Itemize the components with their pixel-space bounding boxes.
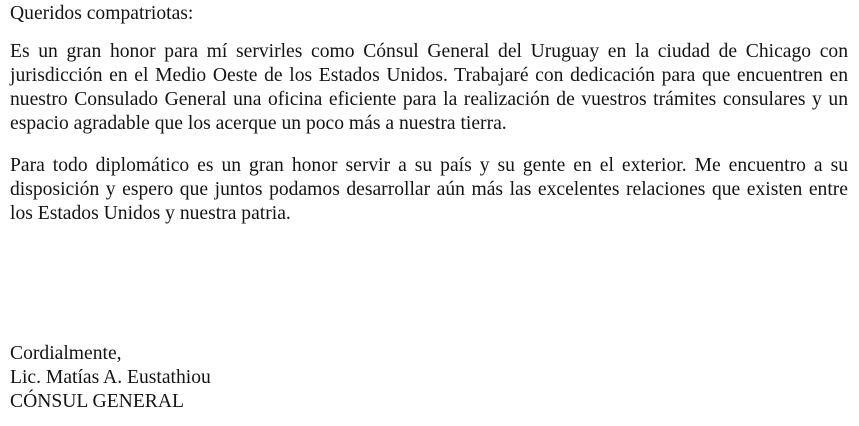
signature-block bbox=[10, 342, 211, 414]
closing-phrase: Cordialmente, bbox=[10, 343, 122, 364]
signatory-title: CÓNSUL GENERAL bbox=[10, 391, 184, 412]
signatory-name: Lic. Matías A. Eustathiou bbox=[10, 367, 211, 388]
letter-paragraph-1: Es un gran honor para mí servirles como Cónsul General del Uruguay en la ciudad de Chicago con jurisdicción en el Medio Oeste de los Estados Unidos. Trabajaré con dedicación para que encuentren en nuestro Consulado General una oficina eficiente para la realización de vuestros trámites consulares y un espacio agradable que los acerque un poco más a nuestra tierra. bbox=[10, 41, 848, 134]
letter-greeting: Queridos compatriotas: bbox=[10, 3, 194, 24]
letter-paragraph-2: Para todo diplomático es un gran honor servir a su país y su gente en el exterior. Me encuentro a su disposición y espero que juntos podamos desarrollar aún más las excelentes relaciones que existen entre los Estados Unidos y nuestra patria. bbox=[10, 155, 848, 224]
